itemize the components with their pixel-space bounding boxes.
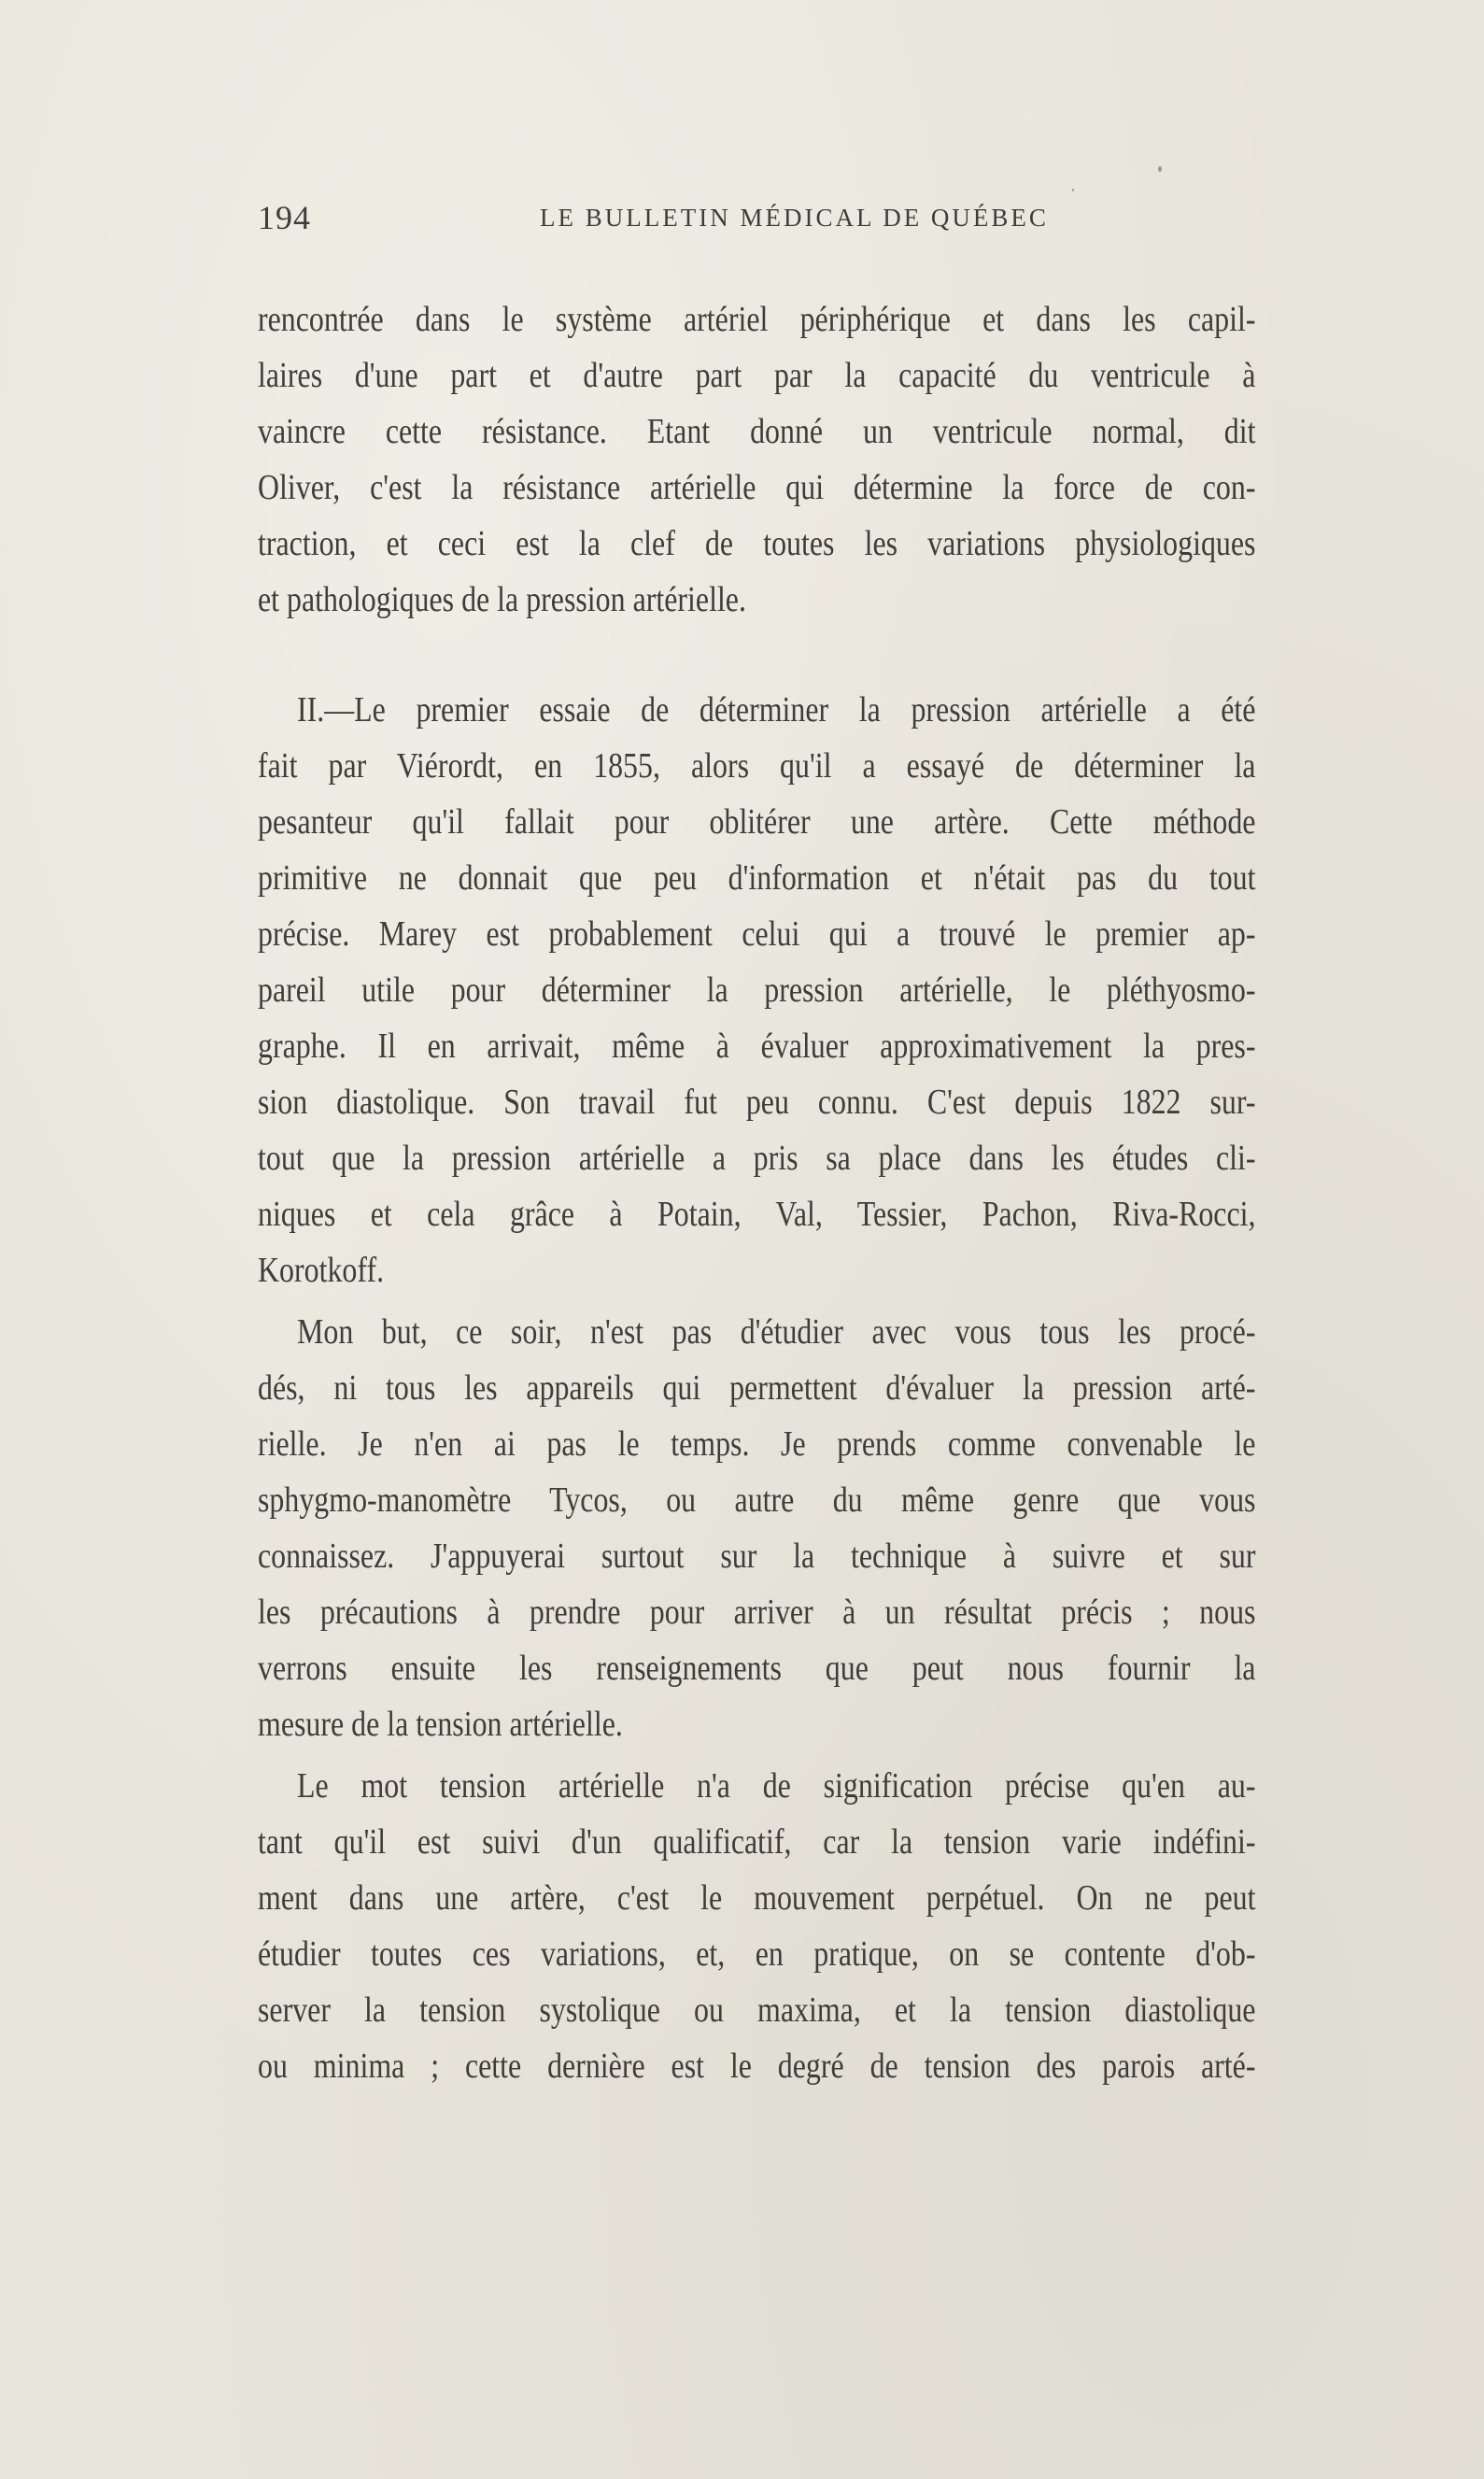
text-line: II.—Le premier essaie de déterminer la pression artérielle a été [297, 690, 1256, 730]
text-line: rielle. Je n'en ai pas le temps. Je prends comme convenable le [258, 1424, 1256, 1464]
text-line: connaissez. J'appuyerai surtout sur la technique à suivre et sur [258, 1537, 1256, 1576]
ink-speck [1158, 166, 1162, 172]
text-line: Oliver, c'est la résistance artérielle qui détermine la force de con- [258, 468, 1256, 507]
text-line: graphe. Il en arrivait, même à évaluer approximativement la pres- [258, 1027, 1256, 1066]
paragraph [258, 1304, 1255, 1752]
body-text [258, 291, 1255, 2094]
text-line: et pathologiques de la pression artérielle. [258, 580, 746, 619]
text-line: les précautions à prendre pour arriver à un résultat précis ; nous [258, 1593, 1256, 1632]
text-line: server la tension systolique ou maxima, et la tension diastolique [258, 1990, 1256, 2030]
text-line: dés, ni tous les appareils qui permettent d'évaluer la pression arté- [258, 1368, 1256, 1408]
text-line: rencontrée dans le système artériel périphérique et dans les capil- [258, 300, 1256, 339]
text-line: Mon but, ce soir, n'est pas d'étudier avec vous tous les procé- [297, 1312, 1256, 1352]
text-line: niques et cela grâce à Potain, Val, Tessier, Pachon, Riva-Rocci, [258, 1195, 1256, 1234]
text-line: précise. Marey est probablement celui qui a trouvé le premier ap- [258, 914, 1256, 954]
text-line: ou minima ; cette dernière est le degré de tension des parois arté- [258, 2047, 1256, 2086]
text-line: étudier toutes ces variations, et, en pratique, on se contente d'ob- [258, 1934, 1256, 1974]
paragraph [258, 291, 1255, 628]
text-line: mesure de la tension artérielle. [258, 1705, 623, 1744]
section-gap [258, 628, 1255, 682]
text-line: Korotkoff. [258, 1251, 385, 1290]
text-line: Le mot tension artérielle n'a de signification précise qu'en au- [297, 1766, 1256, 1806]
text-line: fait par Viérordt, en 1855, alors qu'il a essayé de déterminer la [258, 746, 1256, 786]
text-line: sphygmo-manomètre Tycos, ou autre du même genre que vous [258, 1480, 1256, 1520]
running-head: LE BULLETIN MÉDICAL DE QUÉBEC [540, 204, 1049, 232]
page-header [258, 198, 1255, 245]
text-line: pesanteur qu'il fallait pour oblitérer une artère. Cette méthode [258, 802, 1256, 842]
page-number: 194 [258, 199, 311, 236]
paragraph [258, 682, 1255, 1298]
text-line: pareil utile pour déterminer la pression artérielle, le pléthyosmo- [258, 970, 1256, 1010]
text-line: laires d'une part et d'autre part par la capacité du ventricule à [258, 356, 1256, 395]
text-line: ment dans une artère, c'est le mouvement perpétuel. On ne peut [258, 1878, 1256, 1918]
text-line: primitive ne donnait que peu d'information et n'était pas du tout [258, 858, 1256, 898]
text-line: vaincre cette résistance. Etant donné un ventricule normal, dit [258, 412, 1256, 451]
text-line: verrons ensuite les renseignements que peut nous fournir la [258, 1649, 1256, 1688]
paragraph [258, 1758, 1255, 2094]
text-line: sion diastolique. Son travail fut peu connu. C'est depuis 1822 sur- [258, 1083, 1256, 1122]
text-line: traction, et ceci est la clef de toutes les variations physiologiques [258, 524, 1256, 563]
text-line: tout que la pression artérielle a pris sa place dans les études cli- [258, 1139, 1256, 1178]
text-line: tant qu'il est suivi d'un qualificatif, car la tension varie indéfini- [258, 1822, 1256, 1862]
ink-speck [1072, 189, 1074, 191]
